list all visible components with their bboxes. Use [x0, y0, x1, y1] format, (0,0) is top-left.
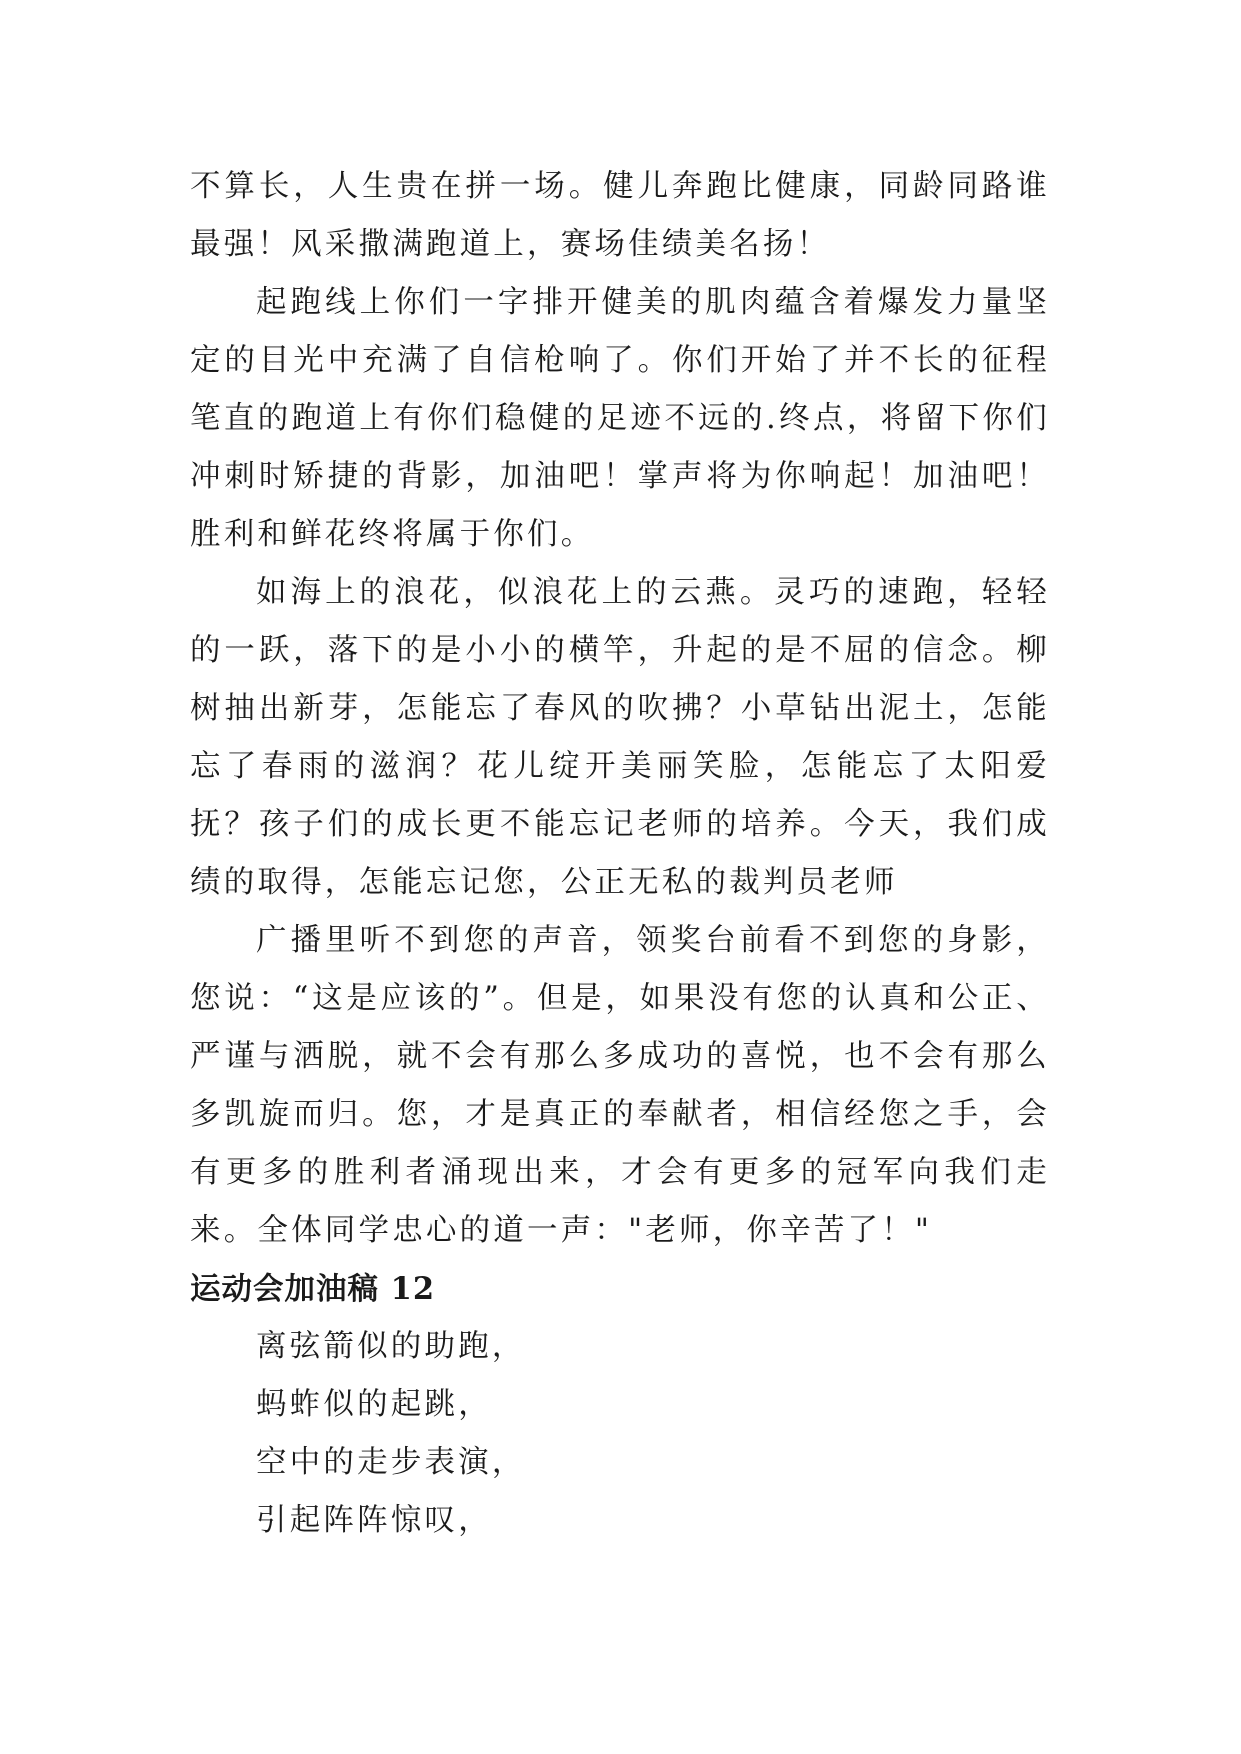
- paragraph-gratitude: 如海上的浪花，似浪花上的云燕。灵巧的速跑，轻轻的一跃，落下的是小小的横竿，升起的是不屈的信念。柳树抽出新芽，怎能忘了春风的吹拂？小草钻出泥土，怎能忘了春雨的滋润？花儿绽开美丽笑脸，怎能忘了太阳爱抚？孩子们的成长更不能忘记老师的培养。今天，我们成绩的取得，怎能忘记您，公正无私的裁判员老师: [190, 575, 1050, 900]
- paragraph-start-line: 起跑线上你们一字排开健美的肌肉蕴含着爆发力量坚定的目光中充满了自信枪响了。你们开始了并不长的征程笔直的跑道上有你们稳健的足迹不远的.终点，将留下你们冲刺时矫捷的背影，加油吧！掌声将为你响起！加油吧！胜利和鲜花终将属于你们。: [190, 285, 1050, 552]
- document-page: [190, 158, 1050, 1550]
- paragraph-continuation: 不算长，人生贵在拼一场。健儿奔跑比健康，同龄同路谁最强！风采撒满跑道上，赛场佳绩美名扬！: [190, 169, 1050, 262]
- verse-line: 蚂蚱似的起跳，: [256, 1387, 492, 1422]
- verse-line: 离弦箭似的助跑，: [256, 1329, 526, 1364]
- verse-line: 引起阵阵惊叹，: [256, 1503, 492, 1538]
- verse-line: 空中的走步表演，: [256, 1445, 526, 1480]
- section-heading: 运动会加油稿 12: [190, 1271, 436, 1307]
- paragraph-referee: 广播里听不到您的声音，领奖台前看不到您的身影，您说：“这是应该的”。但是，如果没有您的认真和公正、严谨与洒脱，就不会有那么多成功的喜悦，也不会有那么多凯旋而归。您，才是真正的奉献者，相信经您之手，会有更多的胜利者涌现出来，才会有更多的冠军向我们走来。全体同学忠心的道一声："老师，你辛苦了！": [190, 923, 1050, 1248]
